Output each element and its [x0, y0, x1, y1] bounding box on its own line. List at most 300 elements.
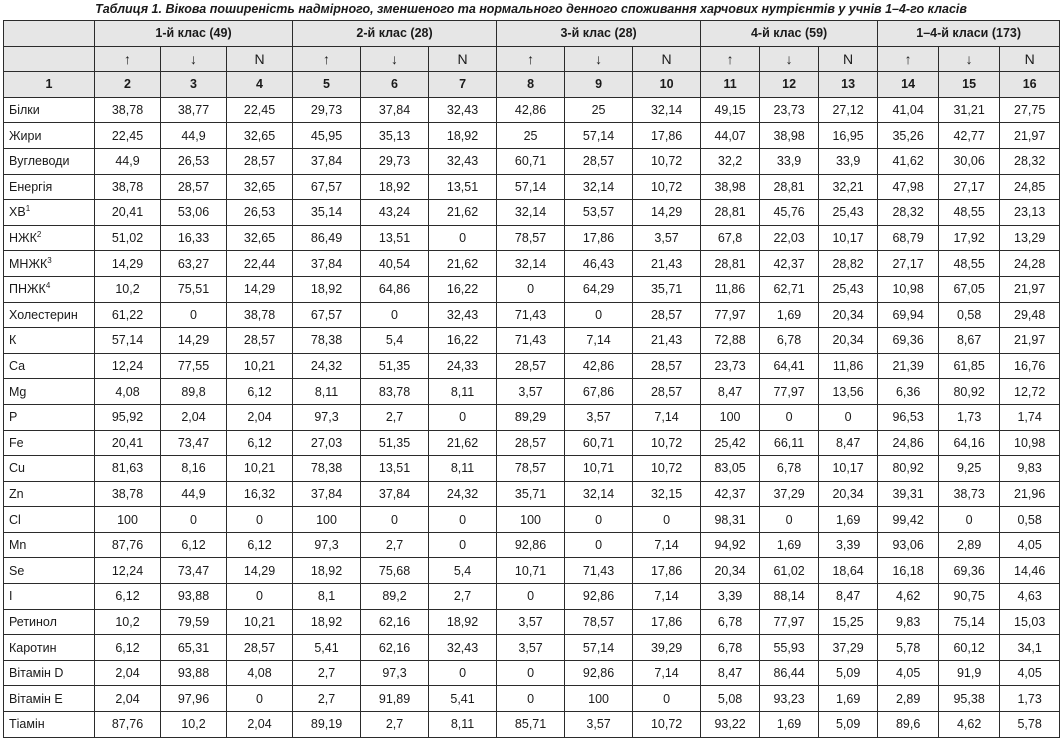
column-number: 13 [819, 72, 878, 98]
footnote-marker: 3 [47, 255, 52, 265]
value-cell: 86,49 [293, 225, 361, 251]
value-cell: 78,57 [565, 609, 633, 635]
value-cell: 67,86 [565, 379, 633, 405]
value-cell: 35,13 [361, 123, 429, 149]
value-cell: 8,67 [939, 328, 1000, 354]
row-label: МНЖК [9, 256, 48, 271]
value-cell: 23,13 [1000, 200, 1060, 226]
value-cell: 67,57 [293, 174, 361, 200]
value-cell: 60,71 [565, 430, 633, 456]
value-cell: 42,86 [497, 97, 565, 123]
value-cell: 21,97 [1000, 123, 1060, 149]
value-cell: 18,64 [819, 558, 878, 584]
value-cell: 3,57 [565, 404, 633, 430]
value-cell: 87,76 [95, 712, 161, 738]
value-cell: 80,92 [939, 379, 1000, 405]
value-cell: 10,72 [633, 712, 701, 738]
row-label: ПНЖК [9, 282, 46, 297]
value-cell: 0 [565, 507, 633, 533]
normal-label: N [633, 46, 701, 72]
value-cell: 27,17 [878, 251, 939, 277]
value-cell: 18,92 [293, 558, 361, 584]
row-label-cell [4, 609, 95, 635]
value-cell: 10,98 [1000, 430, 1060, 456]
value-cell: 15,03 [1000, 609, 1060, 635]
group-header: 1–4-й класи (173) [878, 21, 1060, 47]
value-cell: 75,14 [939, 609, 1000, 635]
value-cell: 16,22 [429, 328, 497, 354]
value-cell: 17,86 [565, 225, 633, 251]
value-cell: 32,15 [633, 481, 701, 507]
value-cell: 89,8 [161, 379, 227, 405]
value-cell: 8,11 [429, 712, 497, 738]
value-cell: 28,82 [819, 251, 878, 277]
value-cell: 92,86 [565, 660, 633, 686]
row-label-cell [4, 225, 95, 251]
value-cell: 20,41 [95, 430, 161, 456]
table-row [4, 200, 1060, 226]
value-cell: 67,8 [701, 225, 760, 251]
value-cell: 17,86 [633, 558, 701, 584]
value-cell: 10,17 [819, 225, 878, 251]
value-cell: 8,47 [819, 584, 878, 610]
row-label-cell [4, 558, 95, 584]
value-cell: 12,72 [1000, 379, 1060, 405]
value-cell: 66,11 [760, 430, 819, 456]
column-number-row [4, 72, 1060, 98]
table-row [4, 456, 1060, 482]
value-cell: 33,9 [760, 148, 819, 174]
value-cell: 4,05 [1000, 660, 1060, 686]
value-cell: 73,47 [161, 558, 227, 584]
value-cell: 37,29 [819, 635, 878, 661]
value-cell: 25 [565, 97, 633, 123]
value-cell: 8,16 [161, 456, 227, 482]
value-cell: 62,16 [361, 635, 429, 661]
value-cell: 57,14 [497, 174, 565, 200]
value-cell: 37,29 [760, 481, 819, 507]
table-row [4, 558, 1060, 584]
value-cell: 28,81 [760, 174, 819, 200]
value-cell: 78,38 [293, 328, 361, 354]
value-cell: 100 [565, 686, 633, 712]
value-cell: 28,57 [497, 353, 565, 379]
value-cell: 77,97 [760, 379, 819, 405]
row-label: К [9, 333, 17, 348]
footnote-marker: 1 [25, 204, 31, 214]
value-cell: 13,51 [361, 456, 429, 482]
value-cell: 28,81 [701, 251, 760, 277]
value-cell: 42,77 [939, 123, 1000, 149]
footnote-marker: 2 [36, 229, 42, 239]
value-cell: 0 [161, 507, 227, 533]
value-cell: 15,25 [819, 609, 878, 635]
value-cell: 21,97 [1000, 276, 1060, 302]
value-cell: 21,43 [633, 328, 701, 354]
value-cell: 0 [497, 686, 565, 712]
value-cell: 5,78 [1000, 712, 1060, 738]
value-cell: 78,38 [293, 456, 361, 482]
row-label: Cl [9, 512, 21, 527]
value-cell: 75,68 [361, 558, 429, 584]
value-cell: 87,76 [95, 532, 161, 558]
value-cell: 4,08 [95, 379, 161, 405]
value-cell: 33,9 [819, 148, 878, 174]
row-label-cell [4, 584, 95, 610]
value-cell: 0 [939, 507, 1000, 533]
value-cell: 90,75 [939, 584, 1000, 610]
value-cell: 10,21 [227, 609, 293, 635]
empty-header-cell [4, 21, 95, 47]
value-cell: 89,29 [497, 404, 565, 430]
value-cell: 4,05 [1000, 532, 1060, 558]
row-label: Білки [9, 103, 40, 118]
value-cell: 0 [361, 302, 429, 328]
value-cell: 24,32 [293, 353, 361, 379]
value-cell: 10,72 [633, 430, 701, 456]
row-label-cell [4, 200, 95, 226]
value-cell: 7,14 [633, 660, 701, 686]
value-cell: 10,2 [95, 276, 161, 302]
row-label: НЖК [9, 231, 37, 246]
table-row [4, 276, 1060, 302]
value-cell: 20,34 [701, 558, 760, 584]
value-cell: 6,12 [227, 532, 293, 558]
row-label-cell [4, 712, 95, 738]
value-cell: 93,88 [161, 584, 227, 610]
row-label: Вуглеводи [9, 154, 70, 169]
row-label-cell [4, 686, 95, 712]
row-label-cell [4, 456, 95, 482]
value-cell: 97,96 [161, 686, 227, 712]
value-cell: 10,72 [633, 174, 701, 200]
value-cell: 6,12 [95, 635, 161, 661]
value-cell: 72,88 [701, 328, 760, 354]
value-cell: 51,35 [361, 353, 429, 379]
value-cell: 32,43 [429, 97, 497, 123]
table-row [4, 97, 1060, 123]
down-arrow-icon: ↓ [161, 46, 227, 72]
value-cell: 24,33 [429, 353, 497, 379]
column-number: 10 [633, 72, 701, 98]
value-cell: 22,44 [227, 251, 293, 277]
value-cell: 64,86 [361, 276, 429, 302]
value-cell: 29,48 [1000, 302, 1060, 328]
value-cell: 35,71 [497, 481, 565, 507]
value-cell: 23,73 [701, 353, 760, 379]
value-cell: 38,78 [95, 481, 161, 507]
subheader-row [4, 46, 1060, 72]
value-cell: 98,31 [701, 507, 760, 533]
value-cell: 26,53 [227, 200, 293, 226]
value-cell: 20,41 [95, 200, 161, 226]
row-label-cell [4, 302, 95, 328]
value-cell: 80,92 [878, 456, 939, 482]
row-label: Холестерин [9, 307, 78, 322]
row-label: Енергія [9, 179, 53, 194]
table-row [4, 353, 1060, 379]
value-cell: 42,86 [565, 353, 633, 379]
value-cell: 1,69 [819, 507, 878, 533]
value-cell: 35,71 [633, 276, 701, 302]
row-label: Ретинол [9, 614, 57, 629]
value-cell: 71,43 [497, 328, 565, 354]
value-cell: 34,1 [1000, 635, 1060, 661]
value-cell: 100 [701, 404, 760, 430]
value-cell: 10,71 [497, 558, 565, 584]
row-label-cell [4, 430, 95, 456]
value-cell: 81,63 [95, 456, 161, 482]
value-cell: 69,36 [878, 328, 939, 354]
value-cell: 38,73 [939, 481, 1000, 507]
value-cell: 10,2 [95, 609, 161, 635]
value-cell: 100 [95, 507, 161, 533]
value-cell: 2,04 [227, 712, 293, 738]
value-cell: 61,02 [760, 558, 819, 584]
value-cell: 3,39 [819, 532, 878, 558]
value-cell: 78,57 [497, 456, 565, 482]
table-row [4, 686, 1060, 712]
value-cell: 9,25 [939, 456, 1000, 482]
value-cell: 28,57 [227, 148, 293, 174]
footnote-marker: 4 [45, 281, 51, 291]
value-cell: 79,59 [161, 609, 227, 635]
value-cell: 71,43 [497, 302, 565, 328]
value-cell: 95,38 [939, 686, 1000, 712]
value-cell: 21,96 [1000, 481, 1060, 507]
value-cell: 4,63 [1000, 584, 1060, 610]
value-cell: 8,11 [429, 456, 497, 482]
value-cell: 57,14 [565, 123, 633, 149]
row-label-cell [4, 148, 95, 174]
value-cell: 26,53 [161, 148, 227, 174]
row-label-cell [4, 276, 95, 302]
value-cell: 61,85 [939, 353, 1000, 379]
value-cell: 9,83 [878, 609, 939, 635]
value-cell: 1,73 [939, 404, 1000, 430]
column-number: 12 [760, 72, 819, 98]
value-cell: 6,78 [701, 635, 760, 661]
value-cell: 5,09 [819, 712, 878, 738]
value-cell: 57,14 [565, 635, 633, 661]
value-cell: 41,62 [878, 148, 939, 174]
value-cell: 51,35 [361, 430, 429, 456]
value-cell: 0 [760, 404, 819, 430]
value-cell: 49,15 [701, 97, 760, 123]
value-cell: 97,3 [361, 660, 429, 686]
value-cell: 24,86 [878, 430, 939, 456]
value-cell: 97,3 [293, 532, 361, 558]
value-cell: 10,21 [227, 456, 293, 482]
table-row [4, 609, 1060, 635]
value-cell: 86,44 [760, 660, 819, 686]
value-cell: 5,78 [878, 635, 939, 661]
value-cell: 21,39 [878, 353, 939, 379]
value-cell: 13,51 [429, 174, 497, 200]
column-number: 4 [227, 72, 293, 98]
value-cell: 0 [227, 507, 293, 533]
value-cell: 28,57 [633, 353, 701, 379]
row-label-cell [4, 353, 95, 379]
value-cell: 2,04 [95, 686, 161, 712]
value-cell: 13,56 [819, 379, 878, 405]
value-cell: 16,76 [1000, 353, 1060, 379]
value-cell: 94,92 [701, 532, 760, 558]
value-cell: 16,22 [429, 276, 497, 302]
value-cell: 17,86 [633, 609, 701, 635]
value-cell: 2,7 [293, 660, 361, 686]
value-cell: 89,6 [878, 712, 939, 738]
value-cell: 2,04 [95, 660, 161, 686]
value-cell: 45,76 [760, 200, 819, 226]
value-cell: 6,12 [227, 379, 293, 405]
value-cell: 40,54 [361, 251, 429, 277]
value-cell: 28,57 [565, 148, 633, 174]
value-cell: 38,98 [760, 123, 819, 149]
value-cell: 21,62 [429, 430, 497, 456]
value-cell: 16,18 [878, 558, 939, 584]
value-cell: 14,46 [1000, 558, 1060, 584]
down-arrow-icon: ↓ [565, 46, 633, 72]
value-cell: 91,89 [361, 686, 429, 712]
value-cell: 25,42 [701, 430, 760, 456]
value-cell: 20,34 [819, 481, 878, 507]
value-cell: 89,2 [361, 584, 429, 610]
value-cell: 8,11 [429, 379, 497, 405]
value-cell: 27,17 [939, 174, 1000, 200]
value-cell: 24,85 [1000, 174, 1060, 200]
group-header: 3-й клас (28) [497, 21, 701, 47]
value-cell: 0,58 [1000, 507, 1060, 533]
table-row [4, 532, 1060, 558]
value-cell: 6,12 [95, 584, 161, 610]
value-cell: 10,71 [565, 456, 633, 482]
row-label: Zn [9, 486, 24, 501]
value-cell: 100 [497, 507, 565, 533]
down-arrow-icon: ↓ [760, 46, 819, 72]
value-cell: 83,78 [361, 379, 429, 405]
value-cell: 2,7 [361, 532, 429, 558]
table-row [4, 328, 1060, 354]
value-cell: 5,4 [429, 558, 497, 584]
value-cell: 3,57 [565, 712, 633, 738]
row-label: Вітамін D [9, 666, 64, 681]
value-cell: 44,9 [95, 148, 161, 174]
value-cell: 83,05 [701, 456, 760, 482]
row-label-cell [4, 481, 95, 507]
value-cell: 27,03 [293, 430, 361, 456]
value-cell: 100 [293, 507, 361, 533]
value-cell: 62,71 [760, 276, 819, 302]
value-cell: 21,62 [429, 200, 497, 226]
value-cell: 92,86 [497, 532, 565, 558]
value-cell: 1,73 [1000, 686, 1060, 712]
value-cell: 32,65 [227, 225, 293, 251]
row-label-cell [4, 660, 95, 686]
value-cell: 91,9 [939, 660, 1000, 686]
value-cell: 38,98 [701, 174, 760, 200]
column-number: 3 [161, 72, 227, 98]
value-cell: 16,95 [819, 123, 878, 149]
value-cell: 28,32 [1000, 148, 1060, 174]
value-cell: 63,27 [161, 251, 227, 277]
value-cell: 93,22 [701, 712, 760, 738]
value-cell: 28,57 [497, 430, 565, 456]
value-cell: 31,21 [939, 97, 1000, 123]
column-number: 9 [565, 72, 633, 98]
value-cell: 22,03 [760, 225, 819, 251]
value-cell: 25,43 [819, 200, 878, 226]
value-cell: 14,29 [227, 558, 293, 584]
value-cell: 0 [227, 584, 293, 610]
table-row [4, 174, 1060, 200]
value-cell: 22,45 [95, 123, 161, 149]
value-cell: 28,57 [227, 328, 293, 354]
value-cell: 0,58 [939, 302, 1000, 328]
row-label: ХВ [9, 205, 26, 220]
value-cell: 32,14 [565, 174, 633, 200]
row-label-cell [4, 328, 95, 354]
value-cell: 2,89 [939, 532, 1000, 558]
value-cell: 6,36 [878, 379, 939, 405]
row-label-cell [4, 404, 95, 430]
value-cell: 1,74 [1000, 404, 1060, 430]
value-cell: 3,57 [497, 379, 565, 405]
value-cell: 89,19 [293, 712, 361, 738]
group-header-row [4, 21, 1060, 47]
value-cell: 75,51 [161, 276, 227, 302]
value-cell: 32,2 [701, 148, 760, 174]
value-cell: 55,93 [760, 635, 819, 661]
value-cell: 48,55 [939, 200, 1000, 226]
up-arrow-icon: ↑ [95, 46, 161, 72]
value-cell: 27,12 [819, 97, 878, 123]
row-label: Cu [9, 461, 25, 476]
row-label-cell [4, 532, 95, 558]
value-cell: 2,89 [878, 686, 939, 712]
value-cell: 64,41 [760, 353, 819, 379]
value-cell: 68,79 [878, 225, 939, 251]
value-cell: 28,57 [633, 302, 701, 328]
row-label-cell [4, 507, 95, 533]
value-cell: 7,14 [633, 532, 701, 558]
value-cell: 16,32 [227, 481, 293, 507]
normal-label: N [1000, 46, 1060, 72]
row-label: Fe [9, 435, 24, 450]
value-cell: 4,05 [878, 660, 939, 686]
group-header: 4-й клас (59) [701, 21, 878, 47]
column-number: 8 [497, 72, 565, 98]
value-cell: 51,02 [95, 225, 161, 251]
value-cell: 37,84 [293, 251, 361, 277]
value-cell: 12,24 [95, 558, 161, 584]
table-row [4, 251, 1060, 277]
value-cell: 38,77 [161, 97, 227, 123]
value-cell: 3,39 [701, 584, 760, 610]
value-cell: 8,47 [819, 430, 878, 456]
group-header: 1-й клас (49) [95, 21, 293, 47]
value-cell: 28,57 [633, 379, 701, 405]
value-cell: 60,71 [497, 148, 565, 174]
up-arrow-icon: ↑ [701, 46, 760, 72]
row-label: Mg [9, 384, 27, 399]
row-label-cell [4, 97, 95, 123]
value-cell: 46,43 [565, 251, 633, 277]
down-arrow-icon: ↓ [939, 46, 1000, 72]
value-cell: 4,62 [878, 584, 939, 610]
value-cell: 11,86 [819, 353, 878, 379]
column-number: 15 [939, 72, 1000, 98]
